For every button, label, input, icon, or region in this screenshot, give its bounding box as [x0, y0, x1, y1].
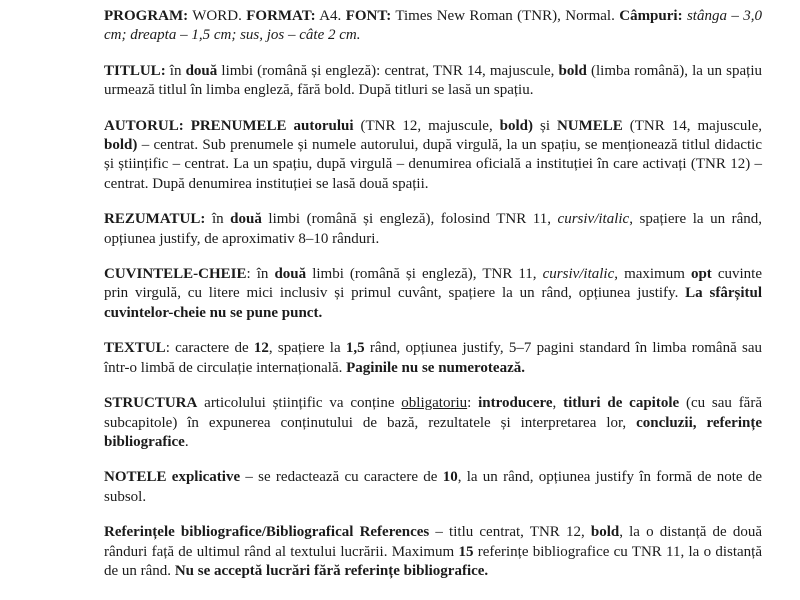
text-run: Câmpuri:: [619, 8, 683, 24]
paragraph: [104, 339, 762, 378]
text-run: TITLUL:: [104, 62, 166, 79]
text-run: concluzii, referințe bibliografice: [104, 414, 762, 450]
text-run: două: [230, 211, 262, 228]
text-run: , spațiere la un rând, opțiunea justify, de aproximativ 8–10 rânduri.: [104, 211, 763, 247]
text-run: bold): [104, 137, 138, 154]
text-run: limbi (română și engleză): centrat, TNR 14, majuscule,: [217, 62, 559, 79]
text-run: FONT:: [345, 8, 392, 24]
text-run: bold: [558, 62, 587, 79]
text-run: REZUMATUL:: [104, 211, 206, 228]
paragraph: [104, 468, 762, 507]
paragraph: [104, 62, 762, 101]
text-run: NOTELE explicative: [104, 469, 241, 486]
text-run: , spațiere la: [268, 340, 346, 357]
paragraph: [104, 394, 762, 452]
text-run: Times New Roman (TNR), Normal.: [391, 8, 620, 24]
text-run: Paginile nu se numerotează.: [346, 359, 525, 376]
paragraph: [104, 523, 762, 581]
text-run: două: [274, 266, 307, 283]
text-run: bold): [499, 117, 534, 134]
text-run: stânga – 3,0 cm; dreapta – 1,5 cm; sus, jos – câte 2 cm.: [104, 8, 762, 44]
text-run: : în: [246, 266, 275, 283]
text-run: NUMELE: [556, 117, 623, 134]
paragraph: [104, 210, 762, 249]
text-run: (TNR 12, majuscule,: [353, 117, 500, 134]
text-run: două: [185, 62, 218, 79]
text-run: , la un rând, opțiunea justify în formă de note de subsol.: [104, 469, 762, 505]
text-run: limbi (română și engleză), folosind TNR 11,: [261, 211, 558, 228]
text-run: – se redactează cu caractere de: [240, 469, 443, 486]
text-run: 10: [442, 469, 458, 486]
text-run: WORD.: [188, 8, 247, 24]
text-run: și: [533, 117, 557, 134]
text-run: cuvinte prin virgulă, cu litere mici inclusiv și primul cuvânt, spațiere la un rând, opțiunea justify.: [104, 266, 762, 302]
text-run: (limba română), la un spațiu urmează titlul în limba engleză, fără bold. După titluri se lasă un spațiu.: [104, 62, 762, 99]
text-run: A4.: [315, 8, 346, 24]
text-run: rând, opțiunea justify, 5–7 pagini standard în limba română sau într-o limbă de circulație internațională.: [104, 340, 762, 376]
text-run: titluri de capitole: [563, 395, 680, 412]
text-run: – centrat. Sub prenumele și numele autorului, după virgulă, la un spațiu, se menționează titlul didactic și științific – centrat. La un spațiu, după virgulă – denumirea oficială a instituției în care activați (TNR 12) – centrat. După denumirea instituției se lasă două spații.: [104, 137, 762, 192]
text-run: în: [205, 211, 231, 228]
text-run: bold: [590, 524, 620, 541]
text-run: opt: [690, 266, 712, 283]
text-run: Nu se acceptă lucrări fără referințe bibliografice.: [174, 562, 489, 579]
text-run: , maximum: [614, 266, 691, 283]
text-run: 12: [253, 340, 269, 357]
text-run: (cu sau fără subcapitole) în expunerea conținutului de bază, rezultatele și interpretarea lor,: [104, 395, 762, 431]
text-run: CUVINTELE-CHEIE: [104, 266, 247, 283]
text-run: , la o distanță de două rânduri față de ultimul rând al textului lucrării. Maximum: [104, 524, 763, 560]
text-run: 1,5: [345, 340, 365, 357]
text-run: (TNR 14, majuscule,: [622, 117, 763, 134]
text-run: AUTORUL: PRENUMELE autorului: [104, 117, 354, 134]
paragraph: [104, 117, 762, 195]
document-body: [104, 7, 762, 581]
text-run: :: [467, 395, 479, 412]
text-run: articolului științific va conține: [197, 395, 402, 412]
text-run: : caractere de: [165, 340, 254, 357]
text-run: La sfârșitul cuvintelor-cheie nu se pune punct.: [104, 285, 762, 321]
text-run: Referințele bibliografice/Bibliografical References: [104, 524, 430, 541]
text-run: obligatoriu: [401, 395, 468, 412]
text-run: în: [165, 62, 186, 79]
text-run: TEXTUL: [104, 340, 166, 357]
text-run: ,: [552, 395, 564, 412]
text-run: – titlu centrat, TNR 12,: [429, 524, 591, 541]
text-run: cursiv/italic: [557, 211, 630, 228]
text-run: referințe bibliografice cu TNR 11, la o distanță de un rând.: [104, 543, 762, 579]
text-run: introducere: [478, 395, 553, 412]
text-run: PROGRAM:: [104, 8, 189, 24]
text-run: FORMAT:: [246, 8, 316, 24]
text-run: .: [184, 433, 189, 450]
text-run: 15: [458, 543, 474, 560]
paragraph: [104, 7, 762, 46]
text-run: STRUCTURA: [104, 395, 198, 412]
paragraph: [104, 265, 762, 323]
text-run: cursiv/italic: [542, 266, 615, 283]
text-run: limbi (română și engleză), TNR 11,: [306, 266, 543, 283]
